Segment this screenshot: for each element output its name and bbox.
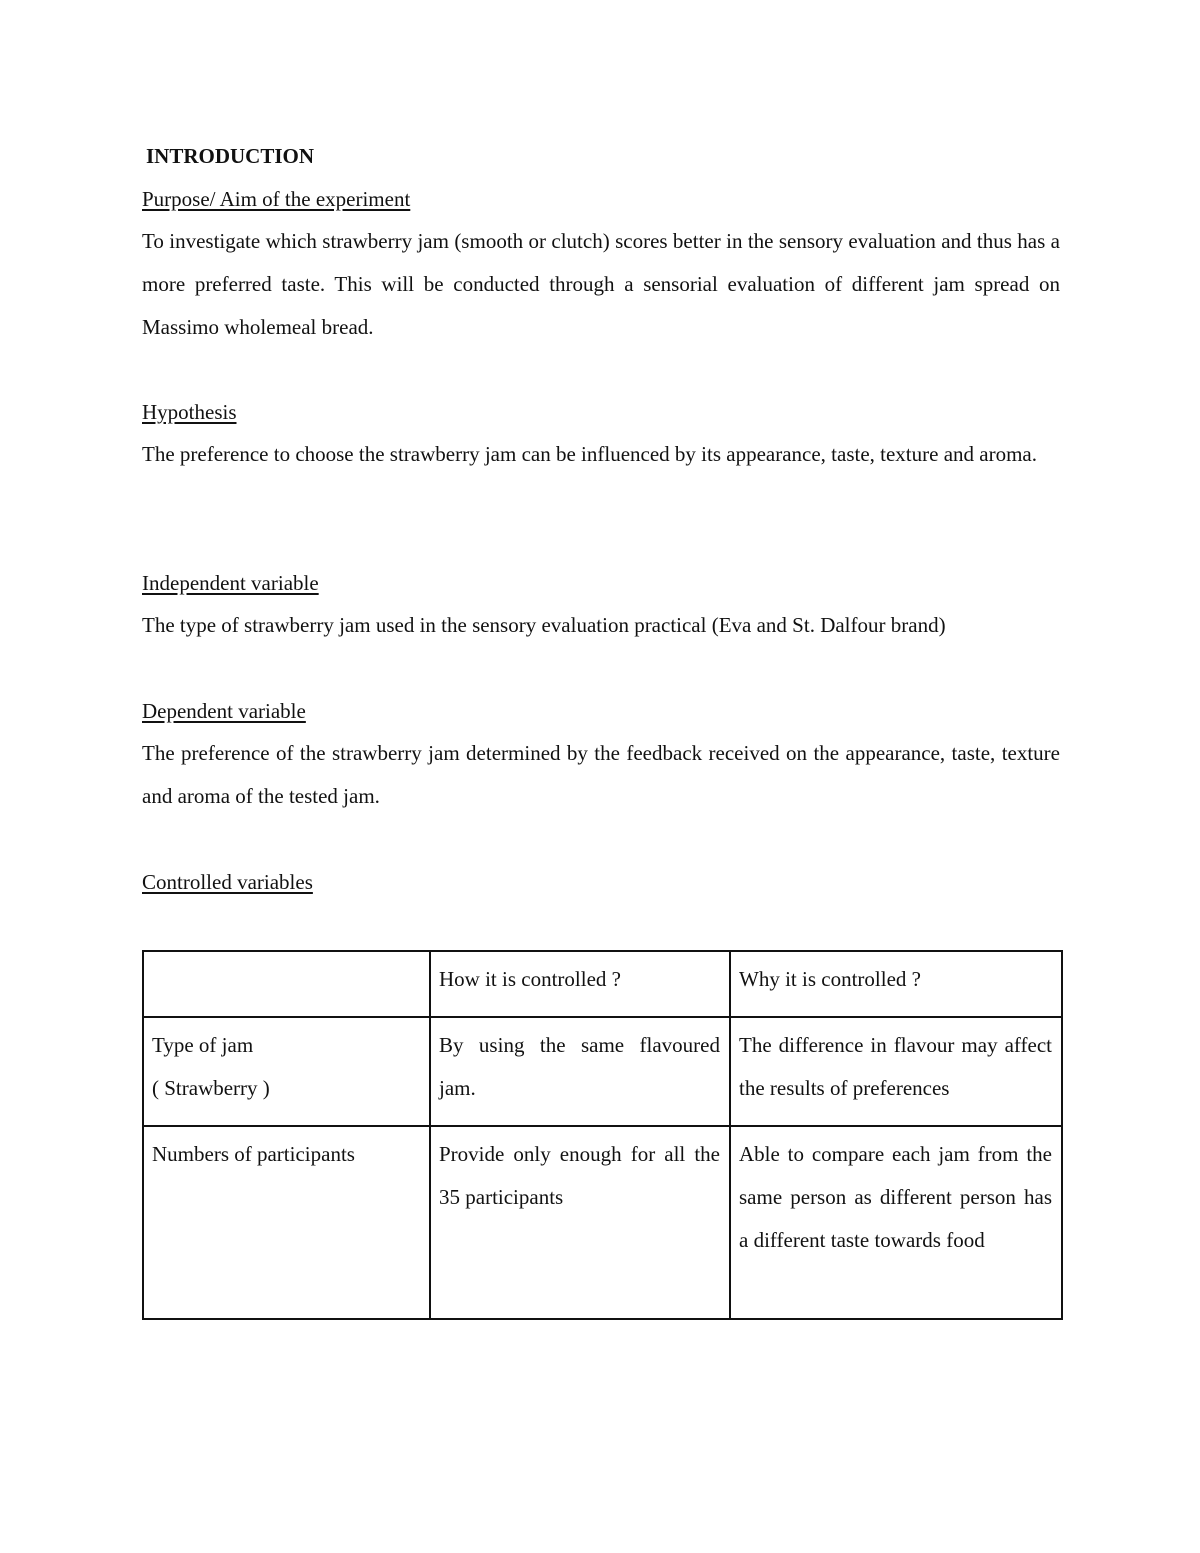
variable-detail: ( Strawberry )	[152, 1076, 270, 1100]
independent-variable-paragraph: The type of strawberry jam used in the sensory evaluation practical (Eva and St. Dalfour brand)	[142, 613, 946, 637]
controlled-variables-heading: Controlled variables	[142, 870, 313, 894]
purpose-paragraph: To investigate which strawberry jam (smooth or clutch) scores better in the sensory evaluation and thus has a more preferred taste. This will be conducted through a sensorial evaluation of different jam spread on Massimo wholemeal bread.	[142, 229, 1060, 339]
table-cell-why: Able to compare each jam from the same person as different person has a different taste towards food	[730, 1126, 1062, 1319]
table-header-cell: How it is controlled ?	[430, 951, 730, 1017]
table-header-cell	[143, 951, 430, 1017]
page-title: INTRODUCTION	[146, 144, 315, 168]
independent-variable-heading: Independent variable	[142, 571, 319, 595]
dependent-variable-heading: Dependent variable	[142, 699, 306, 723]
dependent-variable-paragraph: The preference of the strawberry jam determined by the feedback received on the appearance, taste, texture and aroma of the tested jam.	[142, 741, 1060, 808]
table-cell-why: The difference in flavour may affect the results of preferences	[730, 1017, 1062, 1126]
table-header-row	[143, 951, 1062, 1017]
hypothesis-heading: Hypothesis	[142, 400, 237, 424]
hypothesis-paragraph: The preference to choose the strawberry jam can be influenced by its appearance, taste, texture and aroma.	[142, 442, 1037, 466]
table-cell-variable	[143, 1017, 430, 1126]
variable-name: Numbers of participants	[152, 1142, 355, 1166]
table-cell-how: Provide only enough for all the 35 participants	[430, 1126, 730, 1319]
table-cell-how: By using the same flavoured jam.	[430, 1017, 730, 1126]
controlled-variables-table	[142, 950, 1063, 1320]
variable-name: Type of jam	[152, 1033, 254, 1057]
table-row	[143, 1126, 1062, 1319]
table-header-cell: Why it is controlled ?	[730, 951, 1062, 1017]
table-cell-variable	[143, 1126, 430, 1319]
purpose-heading: Purpose/ Aim of the experiment	[142, 187, 411, 211]
table-row	[143, 1017, 1062, 1126]
